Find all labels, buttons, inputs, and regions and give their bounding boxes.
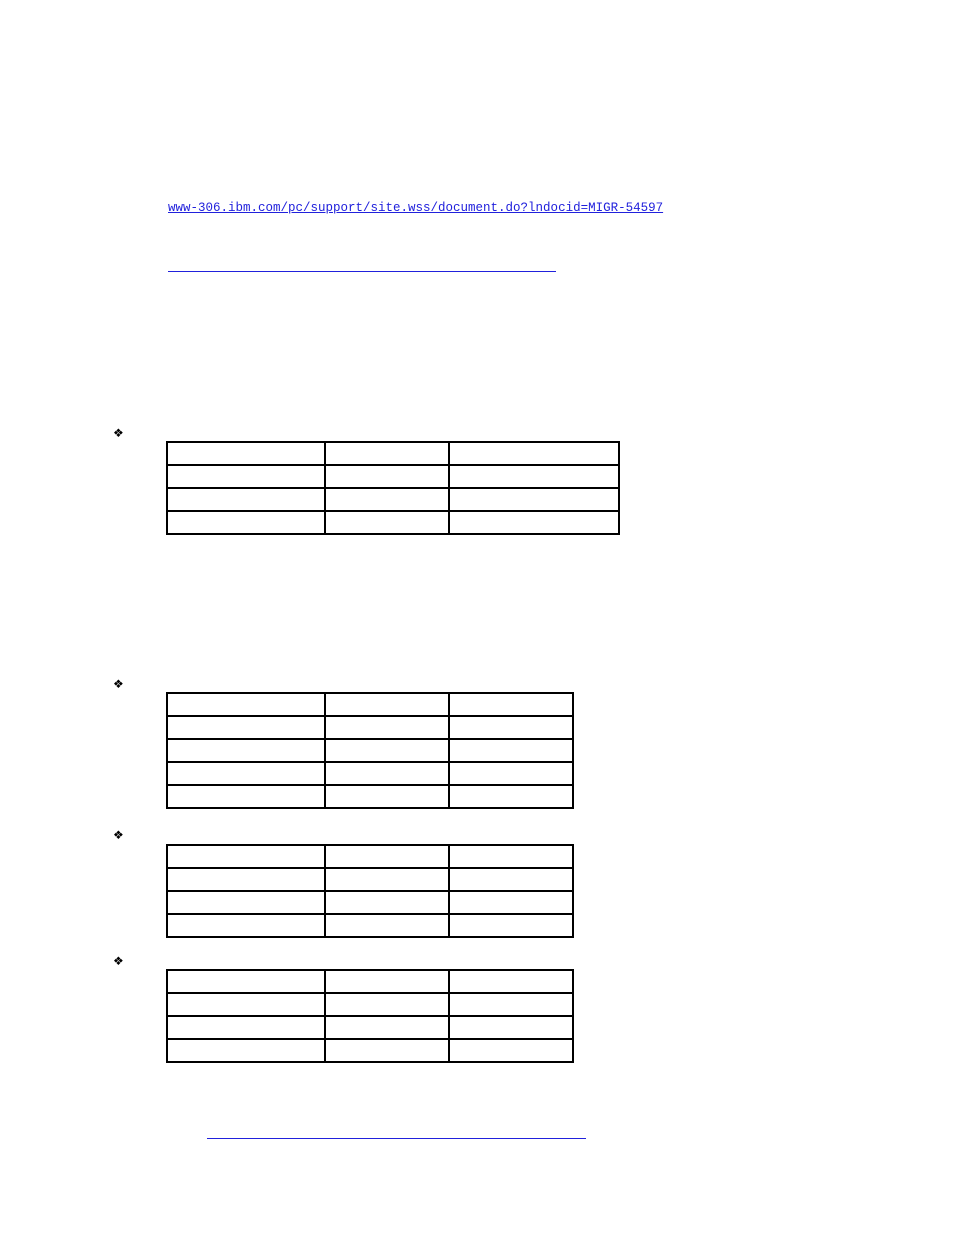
- table-cell: [449, 914, 573, 937]
- table-cell: [167, 868, 325, 891]
- table-row: [167, 993, 573, 1016]
- table-cell: [449, 762, 573, 785]
- bullet-diamond-icon: ❖: [113, 954, 124, 968]
- table-row: [167, 762, 573, 785]
- table-cell: [325, 868, 449, 891]
- table-cell: [449, 1016, 573, 1039]
- table-cell: [167, 511, 325, 534]
- table-row: [167, 785, 573, 808]
- blank-link-underline-2[interactable]: [207, 1138, 586, 1139]
- table-row: [167, 511, 619, 534]
- table-cell: [167, 1016, 325, 1039]
- table-cell: [167, 739, 325, 762]
- table-cell: [449, 1039, 573, 1062]
- table-cell: [325, 465, 449, 488]
- table-cell: [325, 891, 449, 914]
- table-cell: [449, 970, 573, 993]
- table-cell: [325, 693, 449, 716]
- table-cell: [167, 442, 325, 465]
- table-cell: [325, 511, 449, 534]
- table-1: [166, 441, 620, 535]
- table-cell: [325, 785, 449, 808]
- table-cell: [325, 488, 449, 511]
- table-cell: [449, 785, 573, 808]
- table-row: [167, 739, 573, 762]
- table-cell: [167, 762, 325, 785]
- table-cell: [167, 914, 325, 937]
- table-row: [167, 1016, 573, 1039]
- table-cell: [325, 1039, 449, 1062]
- table-row: [167, 868, 573, 891]
- table-cell: [167, 970, 325, 993]
- bullet-diamond-icon: ❖: [113, 677, 124, 691]
- table-cell: [325, 762, 449, 785]
- table-3: [166, 844, 574, 938]
- table-row: [167, 488, 619, 511]
- table-cell: [167, 693, 325, 716]
- table-cell: [449, 993, 573, 1016]
- table-row: [167, 693, 573, 716]
- table-cell: [449, 693, 573, 716]
- table-cell: [325, 739, 449, 762]
- table-cell: [325, 914, 449, 937]
- table-row: [167, 970, 573, 993]
- table-cell: [449, 442, 619, 465]
- ibm-support-link[interactable]: www-306.ibm.com/pc/support/site.wss/document.do?lndocid=MIGR-54597: [168, 201, 664, 215]
- table-cell: [167, 488, 325, 511]
- table-cell: [449, 891, 573, 914]
- table-cell: [449, 716, 573, 739]
- table-cell: [449, 511, 619, 534]
- table-cell: [325, 970, 449, 993]
- table-cell: [167, 785, 325, 808]
- table-row: [167, 716, 573, 739]
- table-row: [167, 914, 573, 937]
- table-cell: [449, 465, 619, 488]
- table-cell: [449, 868, 573, 891]
- bullet-diamond-icon: ❖: [113, 828, 124, 842]
- table-cell: [325, 716, 449, 739]
- bullet-diamond-icon: ❖: [113, 426, 124, 440]
- table-2: [166, 692, 574, 809]
- table-cell: [325, 442, 449, 465]
- blank-link-underline-1[interactable]: [168, 271, 556, 272]
- table-cell: [167, 845, 325, 868]
- table-cell: [167, 465, 325, 488]
- table-cell: [449, 488, 619, 511]
- table-4: [166, 969, 574, 1063]
- table-cell: [449, 845, 573, 868]
- table-row: [167, 891, 573, 914]
- table-cell: [167, 993, 325, 1016]
- table-cell: [325, 845, 449, 868]
- table-cell: [167, 716, 325, 739]
- table-cell: [325, 1016, 449, 1039]
- table-cell: [325, 993, 449, 1016]
- table-cell: [167, 891, 325, 914]
- table-cell: [449, 739, 573, 762]
- table-cell: [167, 1039, 325, 1062]
- table-row: [167, 442, 619, 465]
- table-row: [167, 1039, 573, 1062]
- table-row: [167, 845, 573, 868]
- table-row: [167, 465, 619, 488]
